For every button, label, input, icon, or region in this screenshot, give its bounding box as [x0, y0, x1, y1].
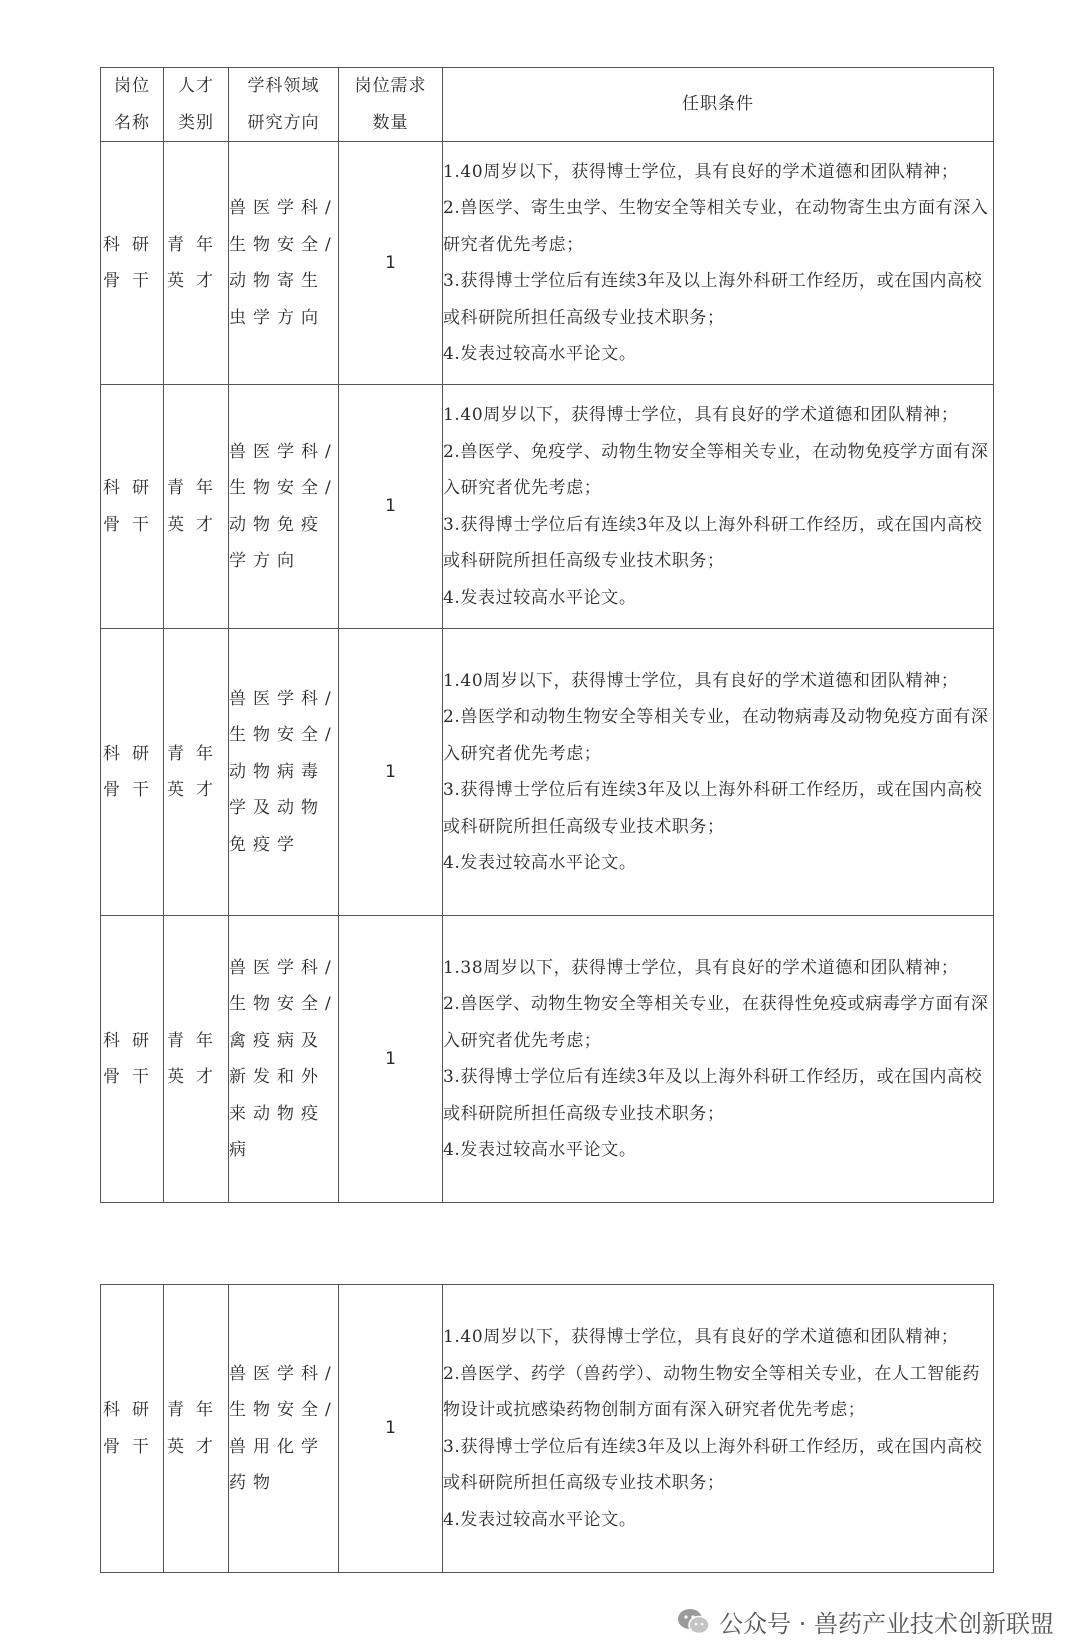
cell-requirements-line: 4.发表过较高水平论文。	[443, 1140, 637, 1160]
header-text: 岗位需求	[354, 76, 427, 96]
cell-research-field-line: 生物安全/	[229, 478, 338, 498]
cell-requirements-line: 3.获得博士学位后有连续3年及以上海外科研工作经历，或在国内高校或科研院所担任高级专业技术职务；	[443, 1436, 983, 1493]
cell-research-field	[229, 142, 339, 385]
cell-talent-category-line: 英才	[167, 1436, 225, 1457]
cell-position-name-line: 科研	[103, 1030, 161, 1051]
recruitment-table	[100, 67, 994, 1203]
cell-requirements	[443, 629, 994, 916]
cell-talent-category-line: 英才	[167, 271, 225, 291]
cell-talent-category-line: 英才	[167, 514, 225, 535]
cell-talent-category	[164, 629, 229, 916]
recruitment-table-continued	[100, 1284, 994, 1573]
wechat-watermark	[677, 1604, 1054, 1639]
cell-headcount: 1	[339, 142, 443, 385]
cell-research-field-line: 学方向	[229, 551, 301, 571]
cell-requirements-line: 2.兽医学、寄生虫学、生物安全等相关专业，在动物寄生虫方面有深入研究者优先考虑；	[443, 198, 989, 255]
cell-position-name	[101, 1285, 164, 1573]
cell-talent-category-line: 英才	[167, 1067, 225, 1087]
cell-research-field-line: 动物免疫	[229, 514, 325, 535]
header-text: 任职条件	[682, 94, 754, 115]
cell-headcount: 1	[339, 385, 443, 629]
cell-requirements	[443, 1285, 994, 1573]
header-text: 类别	[178, 112, 214, 133]
cell-talent-category-line: 青年	[167, 1030, 225, 1051]
cell-position-name	[101, 142, 164, 385]
cell-requirements-line: 1.40周岁以下，获得博士学位，具有良好的学术道德和团队精神；	[443, 670, 959, 691]
cell-research-field-line: 生物安全/	[229, 1400, 338, 1420]
cell-research-field-line: 动物病毒	[229, 761, 325, 782]
cell-research-field-line: 禽疫病及	[229, 1030, 325, 1051]
cell-position-name-line: 骨干	[103, 514, 161, 535]
cell-requirements-line: 4.发表过较高水平论文。	[443, 587, 637, 608]
cell-requirements-line: 3.获得博士学位后有连续3年及以上海外科研工作经历，或在国内高校或科研院所担任高级专业技术职务；	[443, 780, 983, 837]
header-research-field	[229, 68, 339, 142]
cell-position-name-line: 科研	[103, 1400, 161, 1420]
cell-requirements	[443, 916, 994, 1203]
cell-position-name-line: 骨干	[103, 271, 161, 291]
header-text: 岗位	[114, 76, 150, 96]
cell-research-field-line: 来动物疫	[229, 1103, 325, 1124]
cell-talent-category	[164, 916, 229, 1203]
cell-talent-category-line: 青年	[167, 234, 225, 255]
header-text: 学科领域	[247, 76, 320, 96]
cell-research-field-line: 兽用化学	[229, 1436, 325, 1457]
header-text: 人才	[178, 76, 214, 96]
cell-research-field-line: 药物	[229, 1473, 277, 1493]
cell-requirements-line: 3.获得博士学位后有连续3年及以上海外科研工作经历，或在国内高校或科研院所担任高级专业技术职务；	[443, 1067, 983, 1124]
cell-research-field-line: 动物寄生	[229, 271, 325, 291]
cell-requirements-line: 1.40周岁以下，获得博士学位，具有良好的学术道德和团队精神；	[443, 405, 959, 425]
table-header-row	[101, 68, 994, 142]
header-talent-category	[164, 68, 229, 142]
header-headcount	[339, 68, 443, 142]
cell-research-field-line: 兽医学科/	[229, 441, 338, 462]
table-body	[101, 142, 994, 1203]
cell-research-field-line: 新发和外	[229, 1067, 325, 1087]
table-row	[101, 385, 994, 629]
cell-headcount: 1	[339, 916, 443, 1203]
cell-research-field-line: 生物安全/	[229, 234, 338, 255]
cell-talent-category	[164, 385, 229, 629]
cell-requirements-line: 1.38周岁以下，获得博士学位，具有良好的学术道德和团队精神；	[443, 957, 959, 978]
cell-position-name-line: 骨干	[103, 1067, 161, 1087]
cell-requirements-line: 1.40周岁以下，获得博士学位，具有良好的学术道德和团队精神；	[443, 1327, 959, 1347]
cell-headcount: 1	[339, 1285, 443, 1573]
cell-requirements	[443, 385, 994, 629]
cell-research-field-line: 生物安全/	[229, 725, 338, 746]
cell-research-field-line: 病	[229, 1140, 253, 1160]
cell-research-field	[229, 385, 339, 629]
cell-position-name	[101, 916, 164, 1203]
header-text: 研究方向	[247, 112, 320, 133]
cell-talent-category	[164, 1285, 229, 1573]
cell-position-name-line: 科研	[103, 234, 161, 255]
cell-position-name	[101, 385, 164, 629]
cell-research-field	[229, 1285, 339, 1573]
cell-research-field	[229, 916, 339, 1203]
cell-position-name-line: 科研	[103, 478, 161, 498]
cell-research-field-line: 虫学方向	[229, 307, 325, 328]
wechat-icon	[677, 1607, 711, 1637]
cell-talent-category-line: 英才	[167, 780, 225, 800]
cell-requirements-line: 4.发表过较高水平论文。	[443, 344, 637, 364]
header-position-name	[101, 68, 164, 142]
cell-position-name-line: 科研	[103, 743, 161, 764]
cell-requirements	[443, 142, 994, 385]
cell-requirements-line: 2.兽医学、药学（兽药学）、动物生物安全等相关专业，在人工智能药物设计或抗感染药物创制方面有深入研究者优先考虑；	[443, 1363, 980, 1420]
cell-position-name-line: 骨干	[103, 780, 161, 800]
cell-requirements-line: 3.获得博士学位后有连续3年及以上海外科研工作经历，或在国内高校或科研院所担任高级专业技术职务；	[443, 271, 983, 328]
watermark-label: 公众号 · 兽药产业技术创新联盟	[719, 1610, 1054, 1638]
header-requirements	[443, 68, 994, 142]
table-row	[101, 629, 994, 916]
cell-headcount: 1	[339, 629, 443, 916]
cell-requirements-line: 3.获得博士学位后有连续3年及以上海外科研工作经历，或在国内高校或科研院所担任高级专业技术职务；	[443, 514, 983, 571]
cell-talent-category-line: 青年	[167, 743, 225, 764]
cell-talent-category	[164, 142, 229, 385]
cell-position-name	[101, 629, 164, 916]
cell-requirements-line: 2.兽医学和动物生物安全等相关专业，在动物病毒及动物免疫方面有深入研究者优先考虑；	[443, 707, 989, 764]
header-text: 名称	[114, 112, 150, 133]
table-row	[101, 142, 994, 385]
cell-requirements-line: 4.发表过较高水平论文。	[443, 1509, 637, 1530]
cell-talent-category-line: 青年	[167, 1400, 225, 1420]
table-row	[101, 916, 994, 1203]
table-body	[101, 1285, 994, 1573]
cell-research-field-line: 兽医学科/	[229, 688, 338, 709]
cell-requirements-line: 1.40周岁以下，获得博士学位，具有良好的学术道德和团队精神；	[443, 161, 959, 182]
cell-research-field-line: 兽医学科/	[229, 957, 338, 978]
cell-research-field-line: 兽医学科/	[229, 1363, 338, 1384]
cell-requirements-line: 2.兽医学、免疫学、动物生物安全等相关专业，在动物免疫学方面有深入研究者优先考虑；	[443, 441, 989, 498]
cell-requirements-line: 4.发表过较高水平论文。	[443, 853, 637, 873]
cell-research-field-line: 学及动物	[229, 798, 325, 819]
cell-requirements-line: 2.兽医学、动物生物安全等相关专业，在获得性免疫或病毒学方面有深入研究者优先考虑；	[443, 994, 989, 1051]
cell-research-field-line: 免疫学	[229, 834, 301, 855]
cell-talent-category-line: 青年	[167, 478, 225, 498]
cell-position-name-line: 骨干	[103, 1436, 161, 1457]
table-row	[101, 1285, 994, 1573]
cell-research-field	[229, 629, 339, 916]
cell-research-field-line: 兽医学科/	[229, 198, 338, 218]
cell-research-field-line: 生物安全/	[229, 994, 338, 1014]
header-text: 数量	[372, 112, 409, 133]
